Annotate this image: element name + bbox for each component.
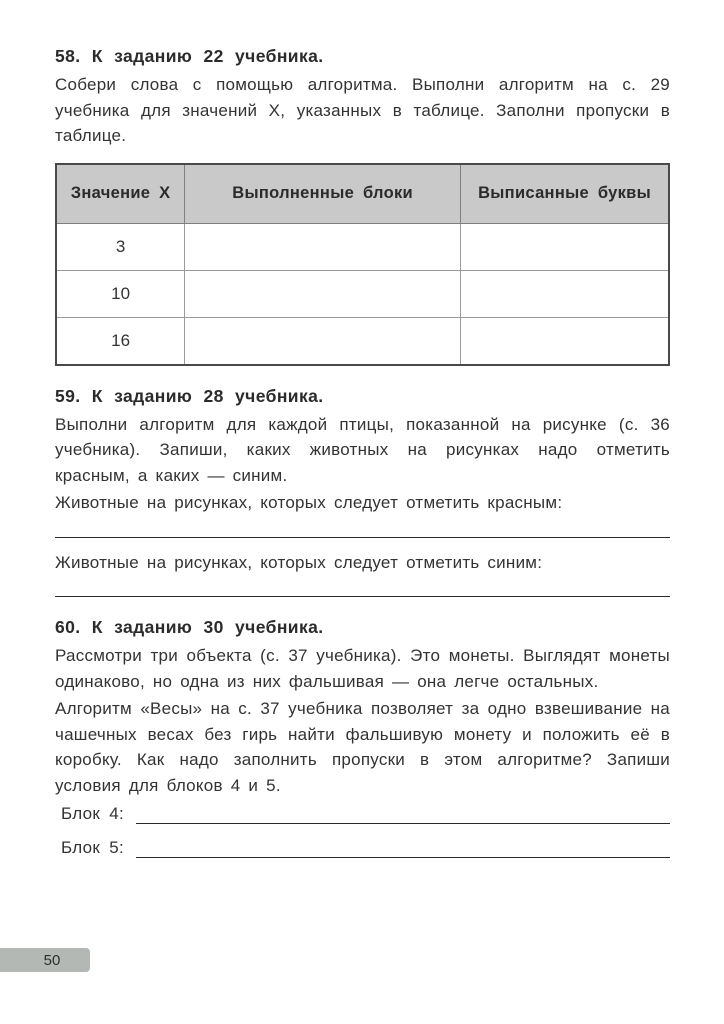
blue-animals-label: Животные на рисунках, которых следует отметить синим: bbox=[55, 552, 543, 572]
section-58 bbox=[55, 46, 670, 366]
blok-4-row bbox=[55, 804, 670, 824]
col-header-written-letters: Выписанные буквы bbox=[461, 164, 669, 224]
table-header-row bbox=[56, 164, 669, 224]
blok-4-answer-line bbox=[136, 821, 670, 824]
col-header-executed-blocks: Выполненные блоки bbox=[185, 164, 461, 224]
page-number-tab bbox=[0, 948, 90, 972]
value-x-cell: 3 bbox=[56, 223, 185, 270]
blok-4-label: Блок 4: bbox=[61, 804, 124, 823]
answer-line-red bbox=[55, 536, 670, 538]
written-letters-cell-empty bbox=[461, 270, 669, 317]
executed-blocks-cell-empty bbox=[185, 270, 461, 317]
value-x-cell: 16 bbox=[56, 317, 185, 365]
blok-5-label: Блок 5: bbox=[61, 838, 124, 857]
red-animals-label: Животные на рисунках, которых следует отметить красным: bbox=[55, 493, 563, 512]
section-60 bbox=[55, 617, 670, 858]
blok-5-row bbox=[55, 838, 670, 858]
value-x-cell: 10 bbox=[56, 270, 185, 317]
col-header-value-x: Значение X bbox=[56, 164, 185, 224]
written-letters-cell-empty bbox=[461, 317, 669, 365]
section-60-heading: 60. К заданию 30 учебника. bbox=[55, 617, 324, 637]
section-58-heading: 58. К заданию 22 учебника. bbox=[55, 46, 324, 66]
written-letters-cell-empty bbox=[461, 223, 669, 270]
section-60-body-2: Алгоритм «Весы» на с. 37 учебника позволяет за одно взвешивание на чашечных весах без гирь найти фальшивую монету и положить её в коробку. Как надо заполнить пропуски в этом алгоритме? Запиши условия для блоков 4 и 5. bbox=[55, 699, 670, 795]
section-59-body: Выполни алгоритм для каждой птицы, показанной на рисунке (с. 36 учебника). Запиши, каких животных на рисунках надо отметить красным, а каких — синим. bbox=[55, 414, 670, 485]
blok-5-answer-line bbox=[136, 855, 670, 858]
table-row bbox=[56, 317, 669, 365]
table-row bbox=[56, 270, 669, 317]
section-58-body: Собери слова с помощью алгоритма. Выполни алгоритм на с. 29 учебника для значений X, указанных в таблице. Заполни пропуски в таблице. bbox=[55, 75, 670, 145]
executed-blocks-cell-empty bbox=[185, 317, 461, 365]
section-60-body-1: Рассмотри три объекта (с. 37 учебника). Это монеты. Выглядят монеты одинаково, но одна из них фальшивая — она легче остальных. bbox=[55, 646, 670, 691]
section-59-heading: 59. К заданию 28 учебника. bbox=[55, 385, 324, 406]
answer-line-blue bbox=[55, 595, 670, 597]
executed-blocks-cell-empty bbox=[185, 223, 461, 270]
values-table bbox=[55, 163, 670, 366]
page-number: 50 bbox=[43, 951, 61, 969]
table-row bbox=[56, 223, 669, 270]
section-59 bbox=[55, 386, 670, 598]
